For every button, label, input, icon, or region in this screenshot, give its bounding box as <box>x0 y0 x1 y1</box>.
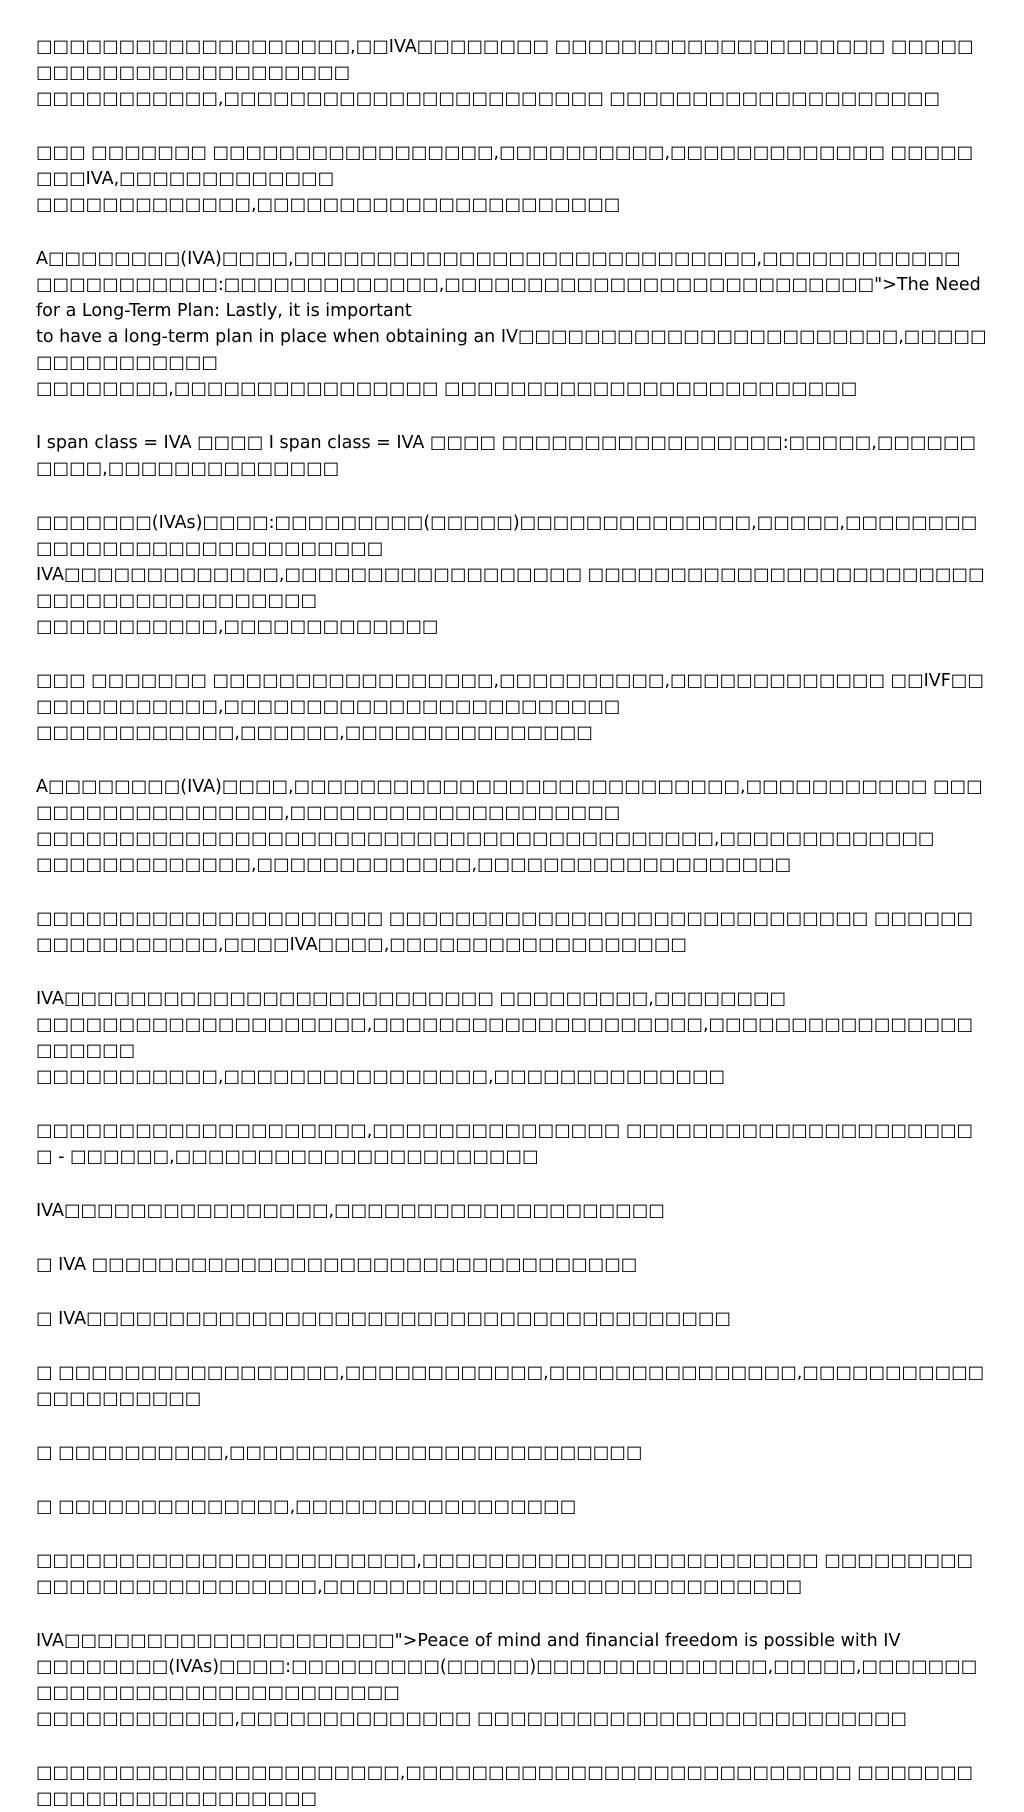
paragraph-10: □□□□□□□□□□□□□□□□□□□□,□□□□□□□□□□□□□□□ □□□□□□□□□□□□□□□□□□□□□□ - □□□□□□,□□□□□□□□□□□□□□□□□□□□□□ <box>36 1121 974 1167</box>
paragraph-7: A□□□□□□□□(IVA)□□□□,□□□□□□□□□□□□□□□□□□□□□□□□□□□,□□□□□□□□□□□ □□□□□□□□□□□□□□□□□□,□□□□□□□□□□□□□□□□□□□□ □□□□□□□□□□□□□□□□□□□□□□□□□□□□□□□□□□□□□□□□□,□□□□□□□□□□□□□ □□□□□□□□□□□□□,□□□□□□□□□□□□□,□□□□□□□□□□□□□□□□□□□ <box>36 777 983 875</box>
paragraph-4: I span class = IVA □□□□ I span class = IVA □□□□ □□□□□□□□□□□□□□□□□:□□□□□,□□□□□□□□□□,□□□□□□□□□□□□□□ <box>36 433 977 479</box>
paragraph-9: IVA□□□□□□□□□□□□□□□□□□□□□□□□□□ □□□□□□□□□,□□□□□□□□ □□□□□□□□□□□□□□□□□□□□,□□□□□□□□□□□□□□□□□□□□,□□□□□□□□□□□□□□□□□□□□□□ □□□□□□□□□□□,□□□□□□□□□□□□□□□□,□□□□□□□□□□□□□□ <box>36 989 974 1087</box>
paragraph-6: □□□ □□□□□□□ □□□□□□□□□□□□□□□□□,□□□□□□□□□□,□□□□□□□□□□□□□ □□IVF□□□□□□□□□□□□□,□□□□□□□□□□□□□□□□□□□□□□□□ □□□□□□□□□□□□,□□□□□□,□□□□□□□□□□□□□□□ <box>36 671 984 743</box>
paragraph-2: □□□ □□□□□□□ □□□□□□□□□□□□□□□□□,□□□□□□□□□□,□□□□□□□□□□□□□ □□□□□□□□IVA,□□□□□□□□□□□□□ □□□□□□□□□□□□□,□□□□□□□□□□□□□□□□□□□□□□ <box>36 143 974 215</box>
paragraph-11: IVA□□□□□□□□□□□□□□□□,□□□□□□□□□□□□□□□□□□□□ <box>36 1201 665 1221</box>
paragraph-14: □□□□□□□□□□□□□□□□□□□□□□,□□□□□□□□□□□□□□□□□□□□□□□□□□□ □□□□□□□□□□□□□□□□□□□□□□□□ <box>36 1763 974 1809</box>
paragraph-12: □□□□□□□□□□□□□□□□□□□□□□□,□□□□□□□□□□□□□□□□□□□□□□□□ □□□□□□□□□□□□□□□□□□□□□□□□□□,□□□□□□□□□□□□□□□□□□□□□□□□□□□□□ <box>36 1551 974 1597</box>
paragraph-13: IVA□□□□□□□□□□□□□□□□□□□□">Peace of mind and financial freedom is possible with IV □□□□□□□□(IVAs)□□□□:□□□□□□□□□(□□□□□)□□□□□□□□□□□□□□,□□□□□,□□□□□□□□□□□□□□□□□□□□□□□□□□□□□ □□□□□□□□□□□□,□□□□□□□□□□□□□□ □□□□□□□□□□□□□□□□□□□□□□□□□□ <box>36 1631 978 1729</box>
list-item-3: □ □□□□□□□□□□□□□□□□□,□□□□□□□□□□□□,□□□□□□□□□□□□□□□,□□□□□□□□□□□□□□□□□□□□□ <box>36 1363 985 1409</box>
list-item-1: □ IVA □□□□□□□□□□□□□□□□□□□□□□□□□□□□□□□□□ <box>36 1255 638 1275</box>
list-item-5: □ □□□□□□□□□□□□□□,□□□□□□□□□□□□□□□□□ <box>36 1497 577 1517</box>
paragraph-8: □□□□□□□□□□□□□□□□□□□□□ □□□□□□□□□□□□□□□□□□□□□□□□□□□□□ □□□□□□□□□□□□□□□□□,□□□□IVA□□□□,□□□□□□□□□□□□□□□□□□ <box>36 909 974 955</box>
paragraph-5: □□□□□□□(IVAs)□□□□:□□□□□□□□□(□□□□□)□□□□□□□□□□□□□□,□□□□□,□□□□□□□□□□□□□□□□□□□□□□□□□□□□□ IVA□□□□□□□□□□□□□,□□□□□□□□□□□□□□□□□□ □□□□□□□□□□□□□□□□□□□□□□□□□□□□□□□□□□□□□□□□□ □□□□□□□□□□□,□□□□□□□□□□□□□ <box>36 513 985 637</box>
list-item-2: □ IVA□□□□□□□□□□□□□□□□□□□□□□□□□□□□□□□□□□□□□□□ <box>36 1309 731 1329</box>
list-item-4: □ □□□□□□□□□□,□□□□□□□□□□□□□□□□□□□□□□□□□ <box>36 1443 643 1463</box>
paragraph-1: □□□□□□□□□□□□□□□□□□□,□□IVA□□□□□□□□ □□□□□□□□□□□□□□□□□□□□ □□□□□□□□□□□□□□□□□□□□□□□□ □□□□□□□□□□□,□□□□□□□□□□□□□□□□□□□□□□□ □□□□□□□□□□□□□□□□□□□□ <box>36 37 974 109</box>
paragraph-3: A□□□□□□□□(IVA)□□□□,□□□□□□□□□□□□□□□□□□□□□□□□□□□□,□□□□□□□□□□□□ □□□□□□□□□□□:□□□□□□□□□□□□□,□□□□□□□□□□□□□□□□□□□□□□□□□□">The Need for a Long-Term Plan: Lastly, it is important to have a long-term plan in place when obtaining an IV□□□□□□□□□□□□□□□□□□□□□□□,□□□□□□□□□□□□□□□□ □□□□□□□□,□□□□□□□□□□□□□□□□ □□□□□□□□□□□□□□□□□□□□□□□□□ <box>36 249 987 399</box>
